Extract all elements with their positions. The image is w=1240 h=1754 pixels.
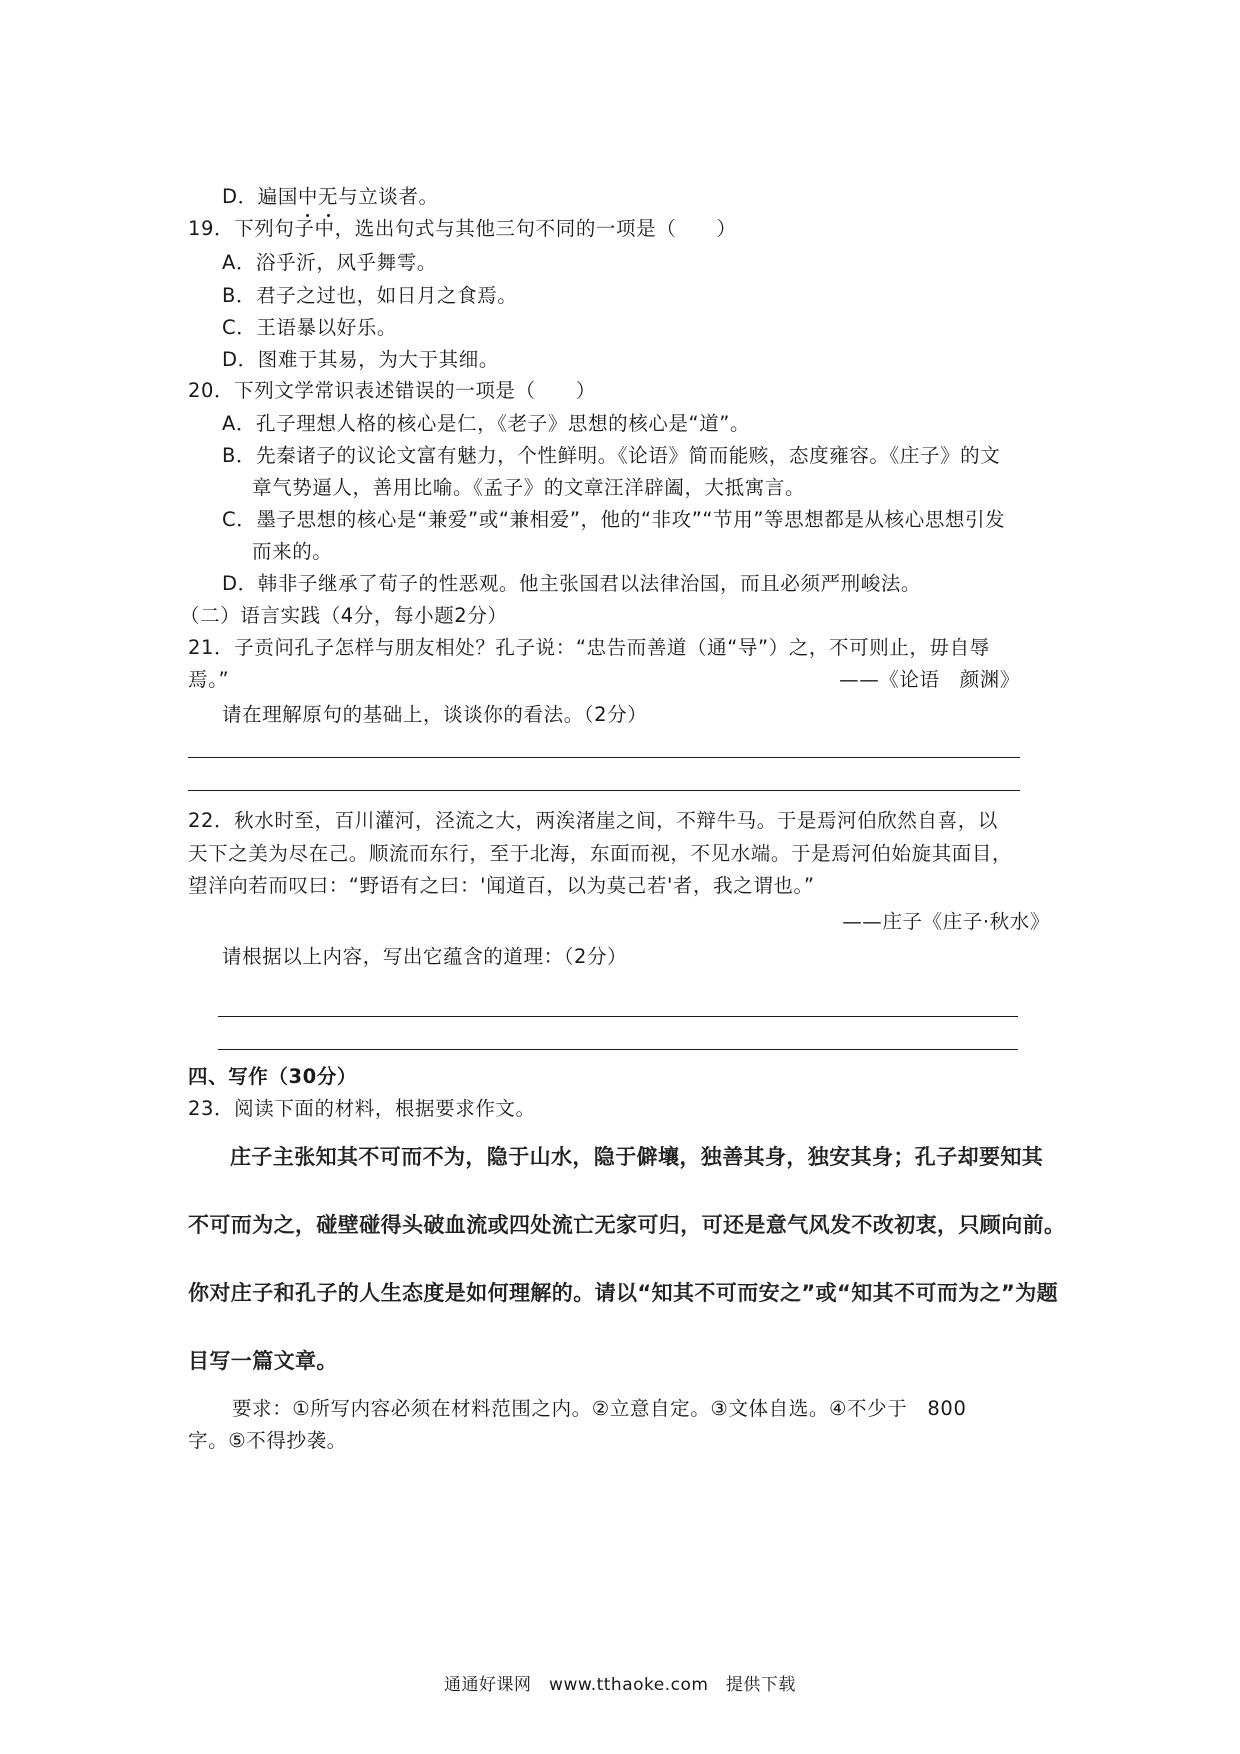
q23-material-line4: 目写一篇文章。 [188,1349,338,1373]
q22-line1: 22．秋水时至，百川灌河，泾流之大，两涘渚崖之间，不辩牛马。于是焉河伯欣然自喜，以 [188,809,998,832]
q19-option-b: B．君子之过也，如日月之食焉。 [222,284,518,307]
page-footer: 通通好课网 www.tthaoke.com 提供下载 [444,1675,796,1695]
answer-line[interactable] [218,1016,1018,1017]
q22-source: ——庄子《庄子·秋水》 [842,910,1050,933]
q23-material-line1: 庄子主张知其不可而不为，隐于山水，隐于僻壤，独善其身，独安其身；孔子却要知其 [230,1145,1044,1169]
q20-option-c-line1: C．墨子思想的核心是“兼爱”或“兼相爱”，他的“非攻”“节用”等思想都是从核心思想引发 [222,508,1006,531]
essay-title-option-2: 知其不可而为之 [851,1281,1002,1305]
q21-source: ——《论语 颜渊》 [839,668,1020,691]
emphasis-dotted-char: 中 [297,185,319,208]
q21-prompt: 请在理解原句的基础上，谈谈你的看法。（2分） [222,703,648,726]
q23-stem: 23．阅读下面的材料，根据要求作文。 [188,1097,536,1120]
answer-line[interactable] [188,757,1020,758]
q20-option-d: D．韩非子继承了荀子的性恶观。他主张国君以法律治国，而且必须严刑峻法。 [222,572,922,595]
q23-material-line3-post: ”为题 [1001,1281,1059,1305]
section-writing-heading: 四、写作（30分） [188,1065,358,1088]
q21-line1: 21．子贡问孔子怎样与朋友相处？孔子说：“忠告而善道（通“导”）之，不可则止，毋自辱 [188,636,990,659]
answer-line[interactable] [218,1049,1018,1050]
q20-option-b-line2: 章气势逼人，善用比喻。《孟子》的文章汪洋辟阖，大抵寓言。 [252,476,806,499]
q20-option-c-line2: 而来的。 [252,540,333,563]
q19-stem: 19．下列句子中，选出句式与其他三句不同的一项是（ ） [188,217,737,240]
q19-option-c: C．王语暴以好乐。 [222,316,398,339]
q23-material-line2: 不可而为之，碰壁碰得头破血流或四处流亡无家可归，可还是意气风发不改初衷，只顾向前。 [188,1213,1066,1237]
section-language-practice: （二）语言实践（4分，每小题2分） [180,604,508,627]
q18-option-d-suffix: 与立谈者。 [338,185,439,208]
emphasis-dotted-char: 无 [318,185,339,208]
q20-stem: 20．下列文学常识表述错误的一项是（ ） [188,379,596,402]
answer-line[interactable] [188,790,1020,791]
q22-prompt: 请根据以上内容，写出它蕴含的道理：（2分） [222,945,628,968]
q18-option-d [222,184,439,210]
essay-title-option-1: 知其不可而安之 [651,1281,802,1305]
q19-option-d: D．图难于其易，为大于其细。 [222,348,499,371]
q18-option-d-prefix: D．遍国 [222,185,298,208]
q22-line3: 望洋向若而叹曰：“野语有之曰：'闻道百，以为莫己若'者，我之谓也。” [188,874,815,897]
q22-line2: 天下之美为尽在己。顺流而东行，至于北海，东面而视，不见水端。于是焉河伯始旋其面目， [188,842,1013,865]
q19-option-a: A．浴乎沂，风乎舞雩。 [222,251,437,274]
q23-material-line3-pre: 你对庄子和孔子的人生态度是如何理解的。请以“ [188,1281,652,1305]
q23-material-line3 [188,1277,1060,1307]
q21-line2: 焉。” [188,668,230,691]
q20-option-b-line1: B．先秦诸子的议论文富有魅力，个性鲜明。《论语》简而能赅，态度雍容。《庄子》的文 [222,444,1001,467]
q23-requirements-line2: 字。⑤不得抄袭。 [188,1429,347,1452]
q20-option-a: A．孔子理想人格的核心是仁，《老子》思想的核心是“道”。 [222,412,751,435]
q23-material-line3-mid: ”或“ [801,1281,852,1305]
q23-requirements-line1: 要求：①所写内容必须在材料范围之内。②立意自定。③文体自选。④不少于 800 [232,1397,967,1420]
